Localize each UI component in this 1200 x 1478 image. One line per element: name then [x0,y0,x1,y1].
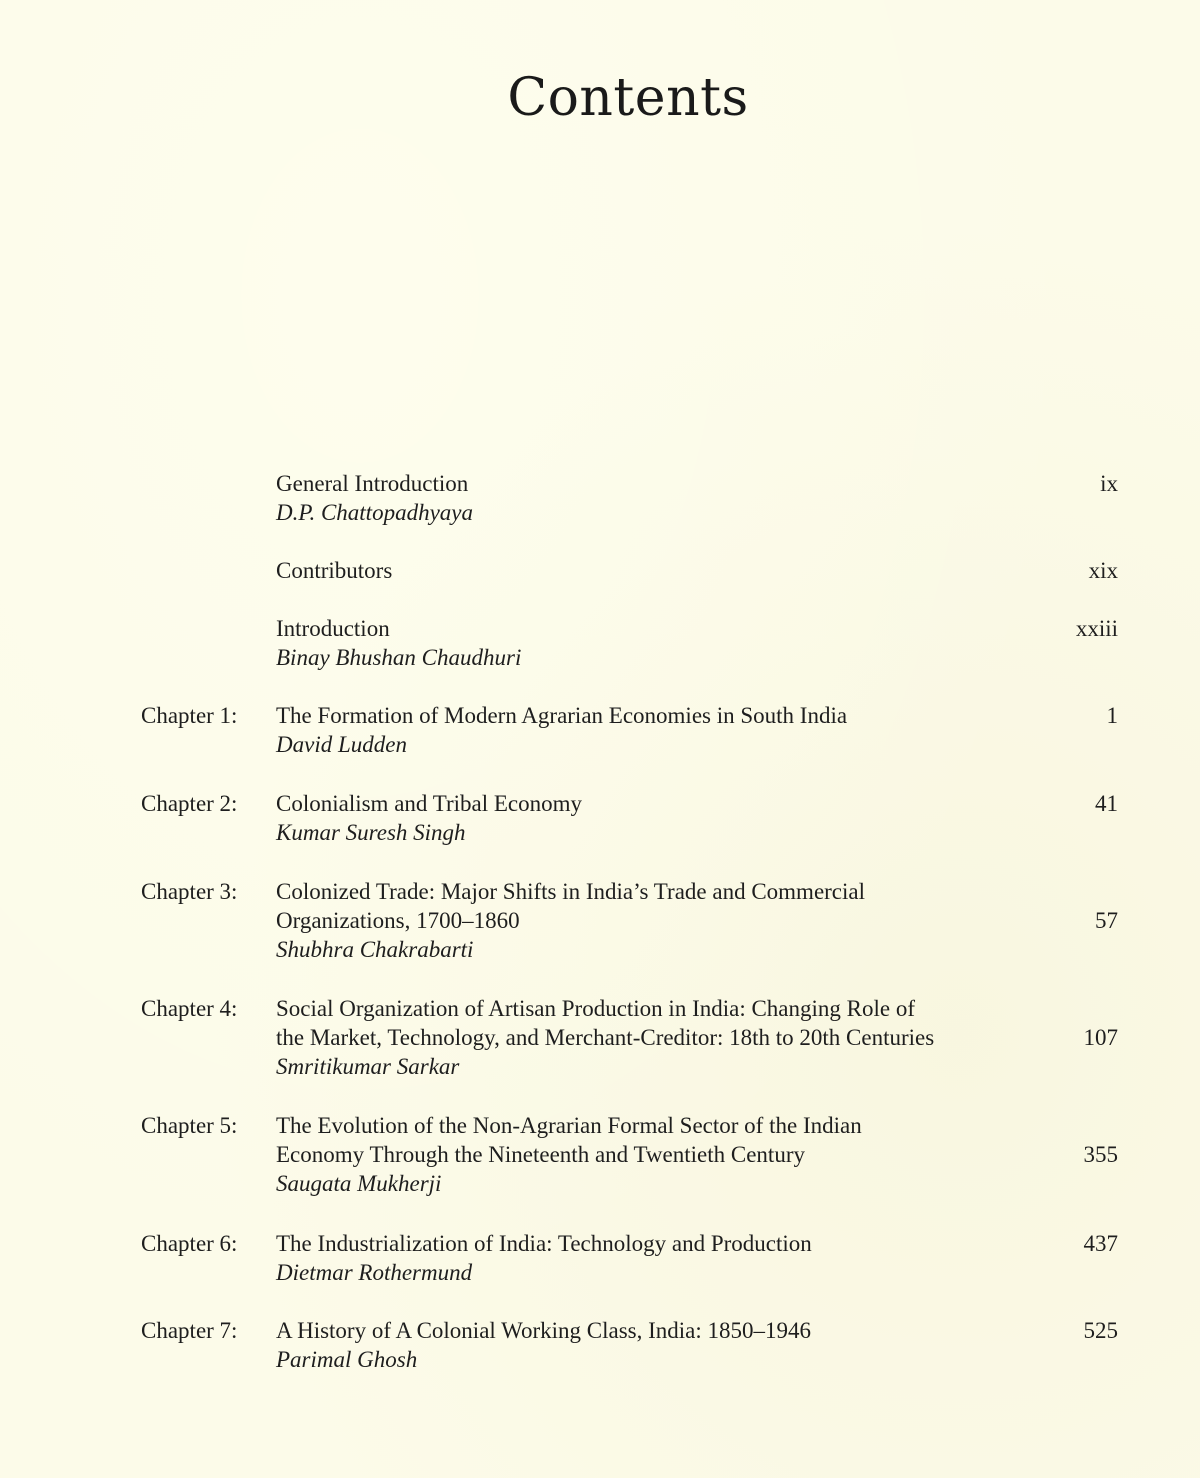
toc-entry-body [276,789,1076,847]
toc-entry-title: Contributors [276,558,393,583]
chapter-label: Chapter 6: [141,1231,238,1256]
toc-entry-title: A History of A Colonial Working Class, India: 1850–1946 [276,1318,812,1343]
toc-entry-title: Introduction [276,616,390,641]
toc-page-number: 1 [1106,703,1118,728]
toc-entry-author: Binay Bhushan Chaudhuri [276,645,522,670]
toc-entry-body [276,1316,1076,1374]
toc-page-number: 525 [1083,1318,1118,1343]
toc-entry-title: Economy Through the Nineteenth and Twentieth Century [276,1142,805,1167]
toc-entry-body [276,994,1076,1081]
toc-page-number: 57 [1095,908,1118,933]
chapter-label: Chapter 5: [141,1113,238,1138]
toc-entry-author: Saugata Mukherji [276,1171,442,1196]
toc-page-number: 355 [1083,1142,1118,1167]
toc-entry-body [276,1111,1076,1198]
toc-entry-title: Social Organization of Artisan Production in India: Changing Role of [276,996,916,1021]
toc-entry-author: Kumar Suresh Singh [276,820,466,845]
toc-entry-title: Organizations, 1700–1860 [276,908,520,933]
toc-page-number: 41 [1095,791,1118,816]
toc-page-number: xxiii [1075,616,1118,641]
chapter-label: Chapter 4: [141,996,238,1021]
toc-entry-title: The Evolution of the Non-Agrarian Formal Sector of the Indian [276,1113,862,1138]
toc-page-number: 107 [1083,1025,1118,1050]
toc-entry-title: General Introduction [276,471,469,496]
toc-entry-title: The Industrialization of India: Technology and Production [276,1231,812,1256]
toc-entry-title: the Market, Technology, and Merchant-Creditor: 18th to 20th Centuries [276,1025,935,1050]
toc-entry-body [276,556,1076,585]
page-title: Contents [507,68,749,128]
chapter-label: Chapter 7: [141,1318,238,1343]
toc-entry-body [276,614,1076,672]
chapter-label: Chapter 2: [141,791,238,816]
toc-entry-body [276,469,1076,527]
toc-entry-body [276,701,1076,759]
toc-entry-author: D.P. Chattopadhyaya [276,500,473,525]
chapter-label: Chapter 1: [141,703,238,728]
toc-entry-author: David Ludden [276,732,407,757]
toc-entry-author: Dietmar Rothermund [276,1260,473,1285]
toc-entry-author: Smritikumar Sarkar [276,1054,460,1079]
toc-entry-title: The Formation of Modern Agrarian Economies in South India [276,703,848,728]
toc-page-number: xix [1088,558,1118,583]
toc-entry-body [276,877,1076,964]
toc-entry-title: Colonialism and Tribal Economy [276,791,583,816]
toc-page-number: 437 [1083,1231,1118,1256]
toc-entry-title: Colonized Trade: Major Shifts in India’s Trade and Commercial [276,879,866,904]
toc-entry-author: Shubhra Chakrabarti [276,937,474,962]
toc-page-number: ix [1100,471,1118,496]
chapter-label: Chapter 3: [141,879,238,904]
toc-entry-author: Parimal Ghosh [276,1347,418,1372]
toc-entry-body [276,1229,1076,1287]
